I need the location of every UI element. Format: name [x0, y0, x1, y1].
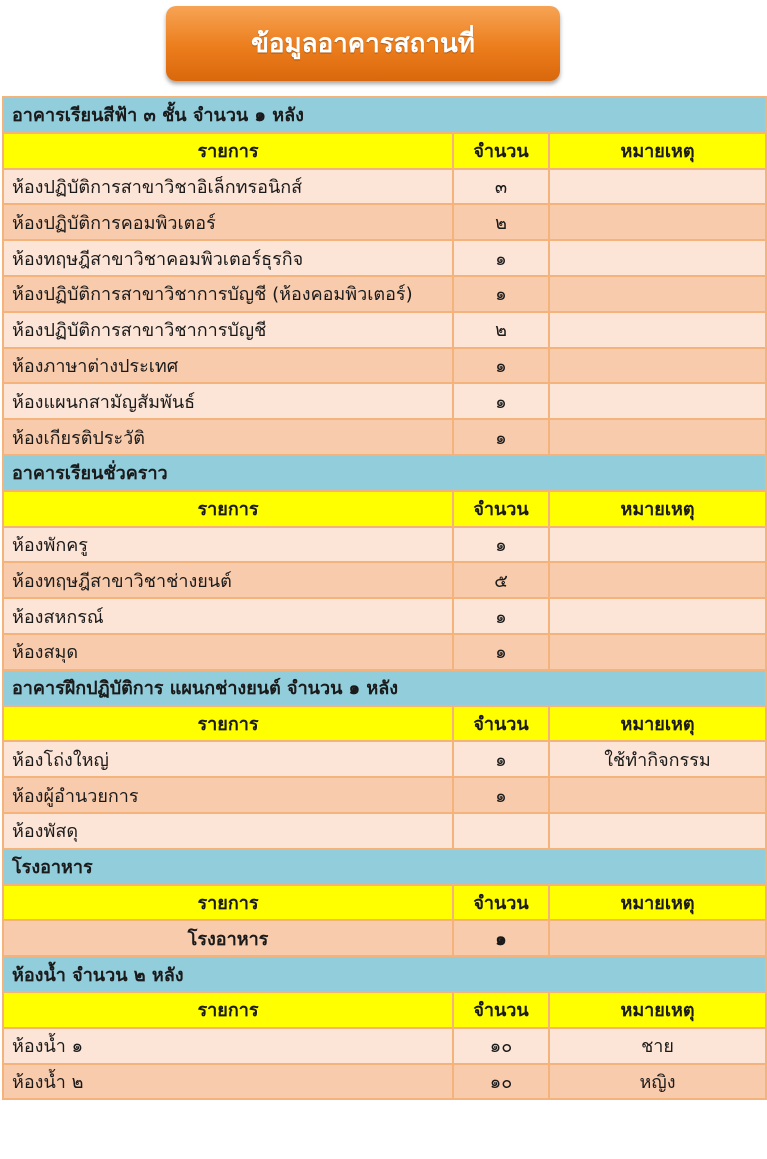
header-count: จำนวน	[453, 885, 549, 921]
table-row	[3, 634, 766, 670]
header-item: รายการ	[3, 706, 453, 742]
room-count-cell: ๑	[453, 527, 549, 563]
room-name-cell: ห้องปฏิบัติการสาขาวิชาอิเล็กทรอนิกส์	[3, 169, 453, 205]
table-header-row	[3, 885, 766, 921]
header-note: หมายเหตุ	[549, 491, 766, 527]
room-name-cell: ห้องสมุด	[3, 634, 453, 670]
room-count-cell: ๑	[453, 598, 549, 634]
header-note: หมายเหตุ	[549, 885, 766, 921]
table-row	[3, 1064, 766, 1100]
section-title: อาคารเรียนชั่วคราว	[3, 455, 766, 491]
room-note-cell	[549, 348, 766, 384]
room-count-cell	[453, 813, 549, 849]
table-row	[3, 169, 766, 205]
room-name-cell: ห้องเกียรติประวัติ	[3, 419, 453, 455]
room-note-cell	[549, 240, 766, 276]
room-name-cell: ห้องผู้อำนวยการ	[3, 777, 453, 813]
room-note-cell	[549, 634, 766, 670]
title-area	[0, 0, 767, 96]
table-row	[3, 204, 766, 240]
room-count-cell: ๑	[453, 741, 549, 777]
room-note-cell: ชาย	[549, 1028, 766, 1064]
section-title-row	[3, 670, 766, 706]
header-count: จำนวน	[453, 706, 549, 742]
header-item: รายการ	[3, 885, 453, 921]
room-name-cell: ห้องปฏิบัติการสาขาวิชาการบัญชี (ห้องคอมพิวเตอร์)	[3, 276, 453, 312]
room-name-cell: โรงอาหาร	[3, 920, 453, 956]
table-row	[3, 348, 766, 384]
section-title: อาคารฝึกปฏิบัติการ แผนกช่างยนต์ จำนวน ๑ หลัง	[3, 670, 766, 706]
room-note-cell	[549, 312, 766, 348]
room-note-cell: ใช้ทำกิจกรรม	[549, 741, 766, 777]
section-title-row	[3, 97, 766, 133]
room-name-cell: ห้องปฏิบัติการสาขาวิชาการบัญชี	[3, 312, 453, 348]
section-title-row	[3, 849, 766, 885]
room-note-cell	[549, 598, 766, 634]
room-count-cell: ๒	[453, 312, 549, 348]
table-header-row	[3, 992, 766, 1028]
table-row	[3, 312, 766, 348]
header-note: หมายเหตุ	[549, 706, 766, 742]
room-count-cell: ๑	[453, 240, 549, 276]
room-note-cell	[549, 920, 766, 956]
header-count: จำนวน	[453, 992, 549, 1028]
header-item: รายการ	[3, 992, 453, 1028]
room-count-cell: ๑	[453, 777, 549, 813]
room-count-cell: ๕	[453, 562, 549, 598]
room-name-cell: ห้องแผนกสามัญสัมพันธ์	[3, 383, 453, 419]
room-count-cell: ๑	[453, 920, 549, 956]
room-note-cell	[549, 169, 766, 205]
page-title: ข้อมูลอาคารสถานที่	[166, 6, 560, 81]
room-note-cell	[549, 419, 766, 455]
table-row	[3, 383, 766, 419]
table-row	[3, 741, 766, 777]
section-title-row	[3, 455, 766, 491]
table-row	[3, 527, 766, 563]
room-note-cell	[549, 204, 766, 240]
room-name-cell: ห้องน้ำ ๒	[3, 1064, 453, 1100]
room-name-cell: ห้องโถ่งใหญ่	[3, 741, 453, 777]
table-row	[3, 562, 766, 598]
table-row	[3, 777, 766, 813]
room-name-cell: ห้องสหกรณ์	[3, 598, 453, 634]
room-count-cell: ๓	[453, 169, 549, 205]
room-name-cell: ห้องทฤษฎีสาขาวิชาช่างยนต์	[3, 562, 453, 598]
table-header-row	[3, 133, 766, 169]
room-count-cell: ๑	[453, 419, 549, 455]
room-name-cell: ห้องปฏิบัติการคอมพิวเตอร์	[3, 204, 453, 240]
header-note: หมายเหตุ	[549, 992, 766, 1028]
header-count: จำนวน	[453, 133, 549, 169]
table-row	[3, 813, 766, 849]
header-note: หมายเหตุ	[549, 133, 766, 169]
building-info-table	[2, 96, 767, 1100]
room-count-cell: ๑	[453, 276, 549, 312]
section-title-row	[3, 956, 766, 992]
table-row	[3, 240, 766, 276]
room-note-cell	[549, 562, 766, 598]
room-name-cell: ห้องทฤษฎีสาขาวิชาคอมพิวเตอร์ธุรกิจ	[3, 240, 453, 276]
table-row	[3, 276, 766, 312]
table-row	[3, 920, 766, 956]
room-note-cell	[549, 383, 766, 419]
room-note-cell: หญิง	[549, 1064, 766, 1100]
room-count-cell: ๑	[453, 634, 549, 670]
section-title: ห้องน้ำ จำนวน ๒ หลัง	[3, 956, 766, 992]
table-header-row	[3, 491, 766, 527]
room-count-cell: ๑	[453, 383, 549, 419]
room-note-cell	[549, 777, 766, 813]
section-title: อาคารเรียนสีฟ้า ๓ ชั้น จำนวน ๑ หลัง	[3, 97, 766, 133]
room-name-cell: ห้องพักครู	[3, 527, 453, 563]
room-name-cell: ห้องน้ำ ๑	[3, 1028, 453, 1064]
header-count: จำนวน	[453, 491, 549, 527]
table-row	[3, 598, 766, 634]
room-name-cell: ห้องภาษาต่างประเทศ	[3, 348, 453, 384]
header-item: รายการ	[3, 491, 453, 527]
header-item: รายการ	[3, 133, 453, 169]
table-row	[3, 1028, 766, 1064]
table-row	[3, 419, 766, 455]
room-count-cell: ๑๐	[453, 1064, 549, 1100]
room-count-cell: ๑๐	[453, 1028, 549, 1064]
room-note-cell	[549, 813, 766, 849]
section-title: โรงอาหาร	[3, 849, 766, 885]
room-name-cell: ห้องพัสดุ	[3, 813, 453, 849]
room-note-cell	[549, 276, 766, 312]
room-count-cell: ๒	[453, 204, 549, 240]
room-note-cell	[549, 527, 766, 563]
table-header-row	[3, 706, 766, 742]
room-count-cell: ๑	[453, 348, 549, 384]
